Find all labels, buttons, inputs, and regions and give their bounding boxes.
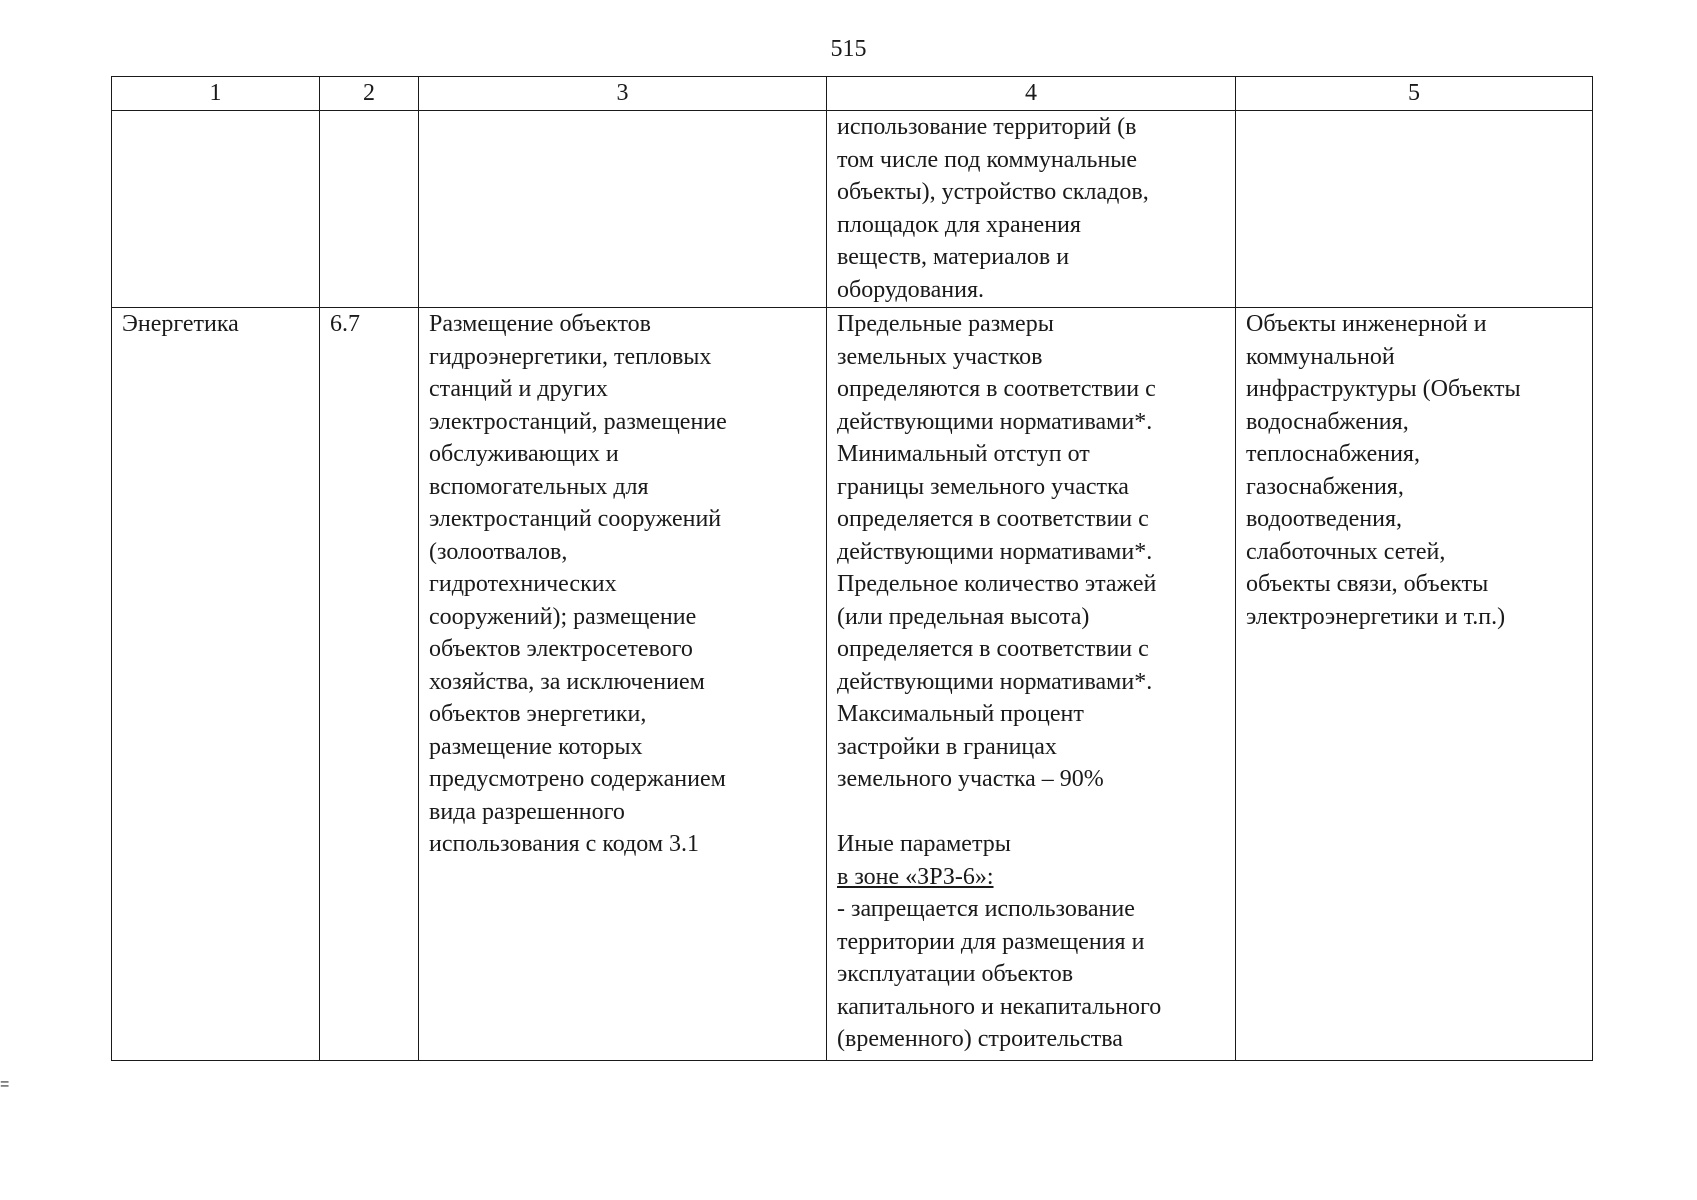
continuation-row xyxy=(112,111,1593,308)
column-header-1: 1 xyxy=(112,77,320,111)
auxiliary-uses-cell: Объекты инженерной и коммунальной инфраструктуры (Объекты водоснабжения, теплоснабжения, газоснабжения, водоотведения, слаботочных сетей, объекты связи, объекты электроэнергетики и т.п.) xyxy=(1236,308,1593,1061)
regulation-table xyxy=(111,76,1593,1061)
edge-mark: = xyxy=(0,1076,10,1093)
zone-label: в зоне «ЗРЗ-6»: xyxy=(837,863,994,890)
page-number: 515 xyxy=(830,36,867,62)
use-type-name: Энергетика xyxy=(112,308,320,1061)
cont-cell-3 xyxy=(419,111,827,308)
column-header-4: 4 xyxy=(827,77,1236,111)
cont-cell-1 xyxy=(112,111,320,308)
header-row xyxy=(112,77,1593,111)
use-type-code: 6.7 xyxy=(320,308,419,1061)
column-header-5: 5 xyxy=(1236,77,1593,111)
cont-cell-4: использование территорий (в том числе под коммунальные объекты), устройство складов, площадок для хранения веществ, материалов и оборудования. xyxy=(827,111,1236,308)
cont-cell-2 xyxy=(320,111,419,308)
use-type-description: Размещение объектов гидроэнергетики, тепловых станций и других электростанций, размещение обслуживающих и вспомогательных для электростанций сооружений (золоотвалов, гидротехнических сооружений); размещение объектов электросетевого хозяйства, за исключением объектов энергетики, размещение которых предусмотрено содержанием вида разрешенного использования с кодом 3.1 xyxy=(419,308,827,1061)
paragraph-spacer xyxy=(837,796,1225,829)
zone-restriction-text: - запрещается использование территории для размещения и эксплуатации объектов капитального и некапитального (временного) строительства xyxy=(837,896,1162,1052)
column-header-3: 3 xyxy=(419,77,827,111)
cont-cell-5 xyxy=(1236,111,1593,308)
parameters-cell xyxy=(827,308,1236,1061)
column-header-2: 2 xyxy=(320,77,419,111)
other-parameters-heading: Иные параметры xyxy=(837,831,1011,857)
limit-parameters-text: Предельные размеры земельных участков определяются в соответствии с действующими нормативами*. Минимальный отступ от границы земельного участка определяется в соответствии с действующими нормативами*. Предельное количество этажей (или предельная высота) определяется в соответствии с действующими нормативами*. Максимальный процент застройки в границах земельного участка – 90% xyxy=(837,311,1157,792)
table-row-energetika xyxy=(112,308,1593,1061)
